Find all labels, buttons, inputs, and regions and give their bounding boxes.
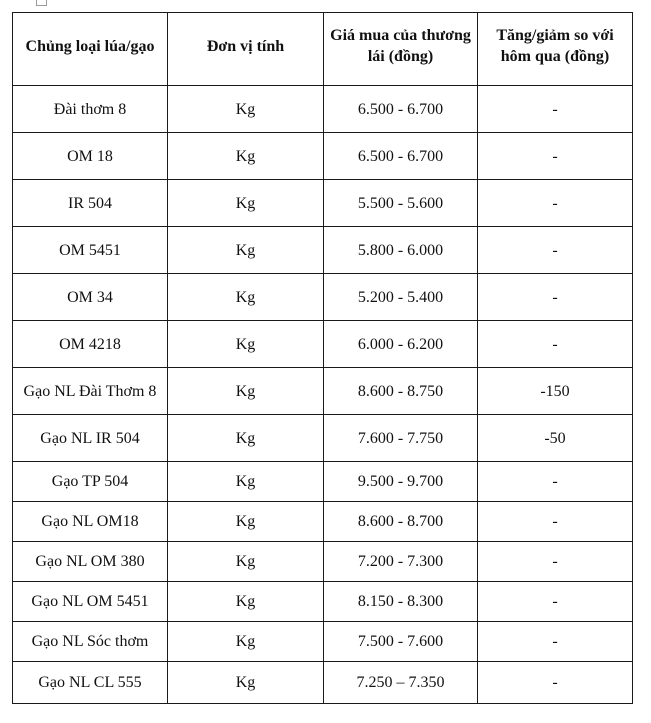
cell-unit: Kg	[168, 368, 324, 415]
header-rice-type: Chủng loại lúa/gạo	[13, 13, 168, 86]
cell-price: 6.500 - 6.700	[324, 133, 478, 180]
table-row	[13, 321, 633, 368]
cell-price: 8.150 - 8.300	[324, 582, 478, 622]
table-row	[13, 274, 633, 321]
cell-price: 5.800 - 6.000	[324, 227, 478, 274]
cell-rice-type: OM 34	[13, 274, 168, 321]
table-row	[13, 622, 633, 662]
header-unit: Đơn vị tính	[168, 13, 324, 86]
cell-change: -	[478, 462, 633, 502]
cell-change: -	[478, 542, 633, 582]
cell-change: -	[478, 321, 633, 368]
cell-unit: Kg	[168, 582, 324, 622]
table-row	[13, 582, 633, 622]
cell-unit: Kg	[168, 662, 324, 704]
cell-change: -50	[478, 415, 633, 462]
cell-rice-type: Gạo NL Đài Thơm 8	[13, 368, 168, 415]
cell-change: -	[478, 662, 633, 704]
cell-change: -150	[478, 368, 633, 415]
cell-unit: Kg	[168, 227, 324, 274]
cell-price: 7.250 – 7.350	[324, 662, 478, 704]
cell-change: -	[478, 622, 633, 662]
cell-rice-type: Gạo NL Sóc thơm	[13, 622, 168, 662]
cell-change: -	[478, 582, 633, 622]
cell-rice-type: Gạo NL OM 380	[13, 542, 168, 582]
header-trader-price: Giá mua của thương lái (đồng)	[324, 13, 478, 86]
cell-unit: Kg	[168, 133, 324, 180]
cell-price: 8.600 - 8.700	[324, 502, 478, 542]
cell-change: -	[478, 86, 633, 133]
cell-price: 9.500 - 9.700	[324, 462, 478, 502]
cell-unit: Kg	[168, 321, 324, 368]
cell-price: 8.600 - 8.750	[324, 368, 478, 415]
cell-price: 7.500 - 7.600	[324, 622, 478, 662]
table-row	[13, 368, 633, 415]
cell-price: 5.200 - 5.400	[324, 274, 478, 321]
cell-price: 7.600 - 7.750	[324, 415, 478, 462]
cell-rice-type: Đài thơm 8	[13, 86, 168, 133]
cell-rice-type: Gạo NL OM 5451	[13, 582, 168, 622]
cell-change: -	[478, 133, 633, 180]
cell-price: 7.200 - 7.300	[324, 542, 478, 582]
rice-price-table	[12, 12, 633, 704]
cell-unit: Kg	[168, 502, 324, 542]
cell-rice-type: Gạo TP 504	[13, 462, 168, 502]
corner-marker	[36, 0, 47, 6]
cell-unit: Kg	[168, 415, 324, 462]
cell-unit: Kg	[168, 542, 324, 582]
table-row	[13, 227, 633, 274]
cell-unit: Kg	[168, 180, 324, 227]
cell-price: 6.500 - 6.700	[324, 86, 478, 133]
cell-unit: Kg	[168, 274, 324, 321]
cell-change: -	[478, 502, 633, 542]
cell-rice-type: OM 4218	[13, 321, 168, 368]
cell-rice-type: Gạo NL IR 504	[13, 415, 168, 462]
table-row	[13, 462, 633, 502]
cell-unit: Kg	[168, 462, 324, 502]
cell-rice-type: IR 504	[13, 180, 168, 227]
cell-rice-type: Gạo NL OM18	[13, 502, 168, 542]
table-row	[13, 180, 633, 227]
cell-change: -	[478, 227, 633, 274]
table-row	[13, 133, 633, 180]
table-row	[13, 415, 633, 462]
table-row	[13, 542, 633, 582]
table-header-row	[13, 13, 633, 86]
cell-rice-type: OM 5451	[13, 227, 168, 274]
cell-change: -	[478, 180, 633, 227]
cell-unit: Kg	[168, 622, 324, 662]
table-row	[13, 86, 633, 133]
cell-rice-type: Gạo NL CL 555	[13, 662, 168, 704]
header-change: Tăng/giảm so với hôm qua (đồng)	[478, 13, 633, 86]
table-row	[13, 502, 633, 542]
table-row	[13, 662, 633, 704]
cell-price: 5.500 - 5.600	[324, 180, 478, 227]
cell-price: 6.000 - 6.200	[324, 321, 478, 368]
cell-change: -	[478, 274, 633, 321]
cell-unit: Kg	[168, 86, 324, 133]
cell-rice-type: OM 18	[13, 133, 168, 180]
